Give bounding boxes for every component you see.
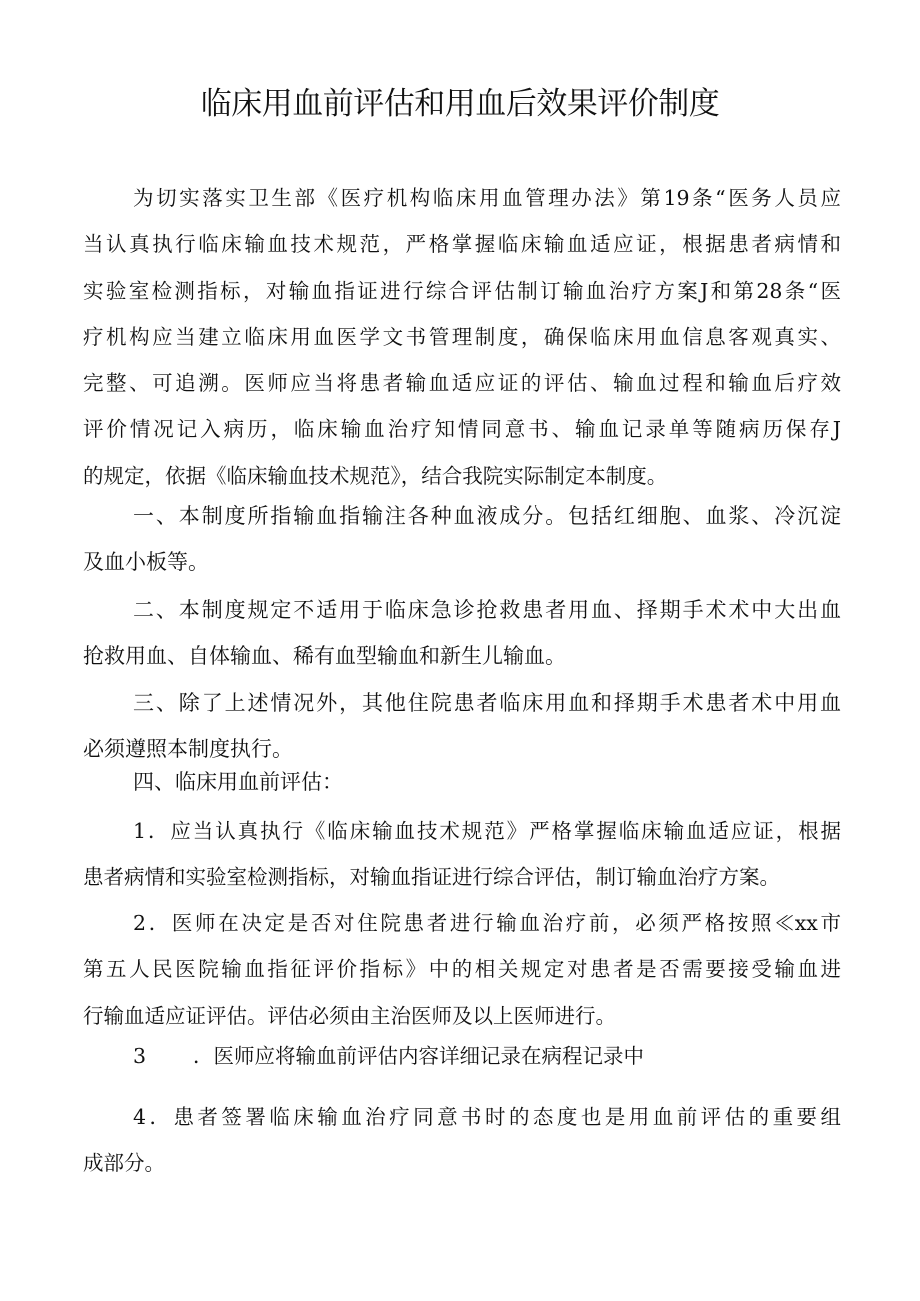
item-3-text: ．医师应将输血前评估内容详细记录在病程记录中 [193, 1044, 644, 1068]
section-4-heading [83, 762, 841, 802]
item-1-paragraph [83, 808, 841, 901]
intro-line-2: 当认真执行临床输血技术规范，严格掌握临床输血适应证，根据患者病情和 [83, 232, 841, 257]
item-2-line-3: 行输血适应证评估。评估必须由主治医师及以上医师进行。 [83, 1003, 616, 1028]
intro-line-3: 实验室检测指标，对输血指证进行综合评估制订输血治疗方案J和第28条“医 [83, 278, 841, 303]
section-3-line-2: 必须遵照本制度执行。 [83, 737, 293, 761]
section-3-line-1: 三、除了上述情况外，其他住院患者临床用血和择期手术患者术中用血 [133, 691, 841, 715]
section-3-paragraph [83, 680, 841, 772]
section-1-line-1: 一、本制度所指输血指输注各种血液成分。包括红细胞、血浆、冷沉淀 [133, 504, 841, 528]
intro-line-6: 评价情况记入病历，临床输血治疗知情同意书、输血记录单等随病历保存J [83, 417, 841, 442]
section-2-line-2: 抢救用血、自体输血、稀有血型输血和新生儿输血。 [83, 644, 566, 668]
section-4-heading-text: 四、临床用血前评估： [133, 770, 343, 794]
section-2-line-1: 二、本制度规定不适用于临床急诊抢救患者用血、择期手术术中大出血 [133, 598, 841, 622]
intro-line-4: 疗机构应当建立临床用血医学文书管理制度，确保临床用血信息客观真实、 [83, 324, 841, 349]
item-2-line-2: 第五人民医院输血指征评价指标》中的相关规定对患者是否需要接受输血进 [83, 957, 841, 982]
item-2-line-1: 2．医师在决定是否对住院患者进行输血治疗前，必须严格按照≪xx市 [133, 911, 841, 935]
item-1-line-2: 患者病情和实验室检测指标，对输血指证进行综合评估，制订输血治疗方案。 [83, 865, 780, 890]
intro-line-5: 完整、可追溯。医师应当将患者输血适应证的评估、输血过程和输血后疗效 [83, 371, 841, 396]
item-4-line-2: 成部分。 [83, 1151, 165, 1176]
item-3-number: 3 [133, 1044, 147, 1068]
intro-line-7: 的规定，依据《临床输血技术规范》，结合我院实际制定本制度。 [83, 463, 668, 488]
section-2-paragraph [83, 587, 841, 679]
item-1-line-1: 1．应当认真执行《临床输血技术规范》严格掌握临床输血适应证，根据 [133, 819, 841, 843]
item-4-paragraph [83, 1094, 841, 1187]
document-title: 临床用血前评估和用血后效果评价制度 [200, 86, 720, 122]
intro-line-1: 为切实落实卫生部《医疗机构临床用血管理办法》第19条“医务人员应 [133, 186, 841, 210]
intro-paragraph [83, 175, 841, 499]
item-2-paragraph [83, 900, 841, 1039]
item-4-line-1: 4．患者签署临床输血治疗同意书时的态度也是用血前评估的重要组 [133, 1105, 841, 1129]
section-1-paragraph [83, 493, 841, 585]
item-3-paragraph [83, 1036, 841, 1076]
section-1-line-2: 及血小板等。 [83, 550, 209, 574]
